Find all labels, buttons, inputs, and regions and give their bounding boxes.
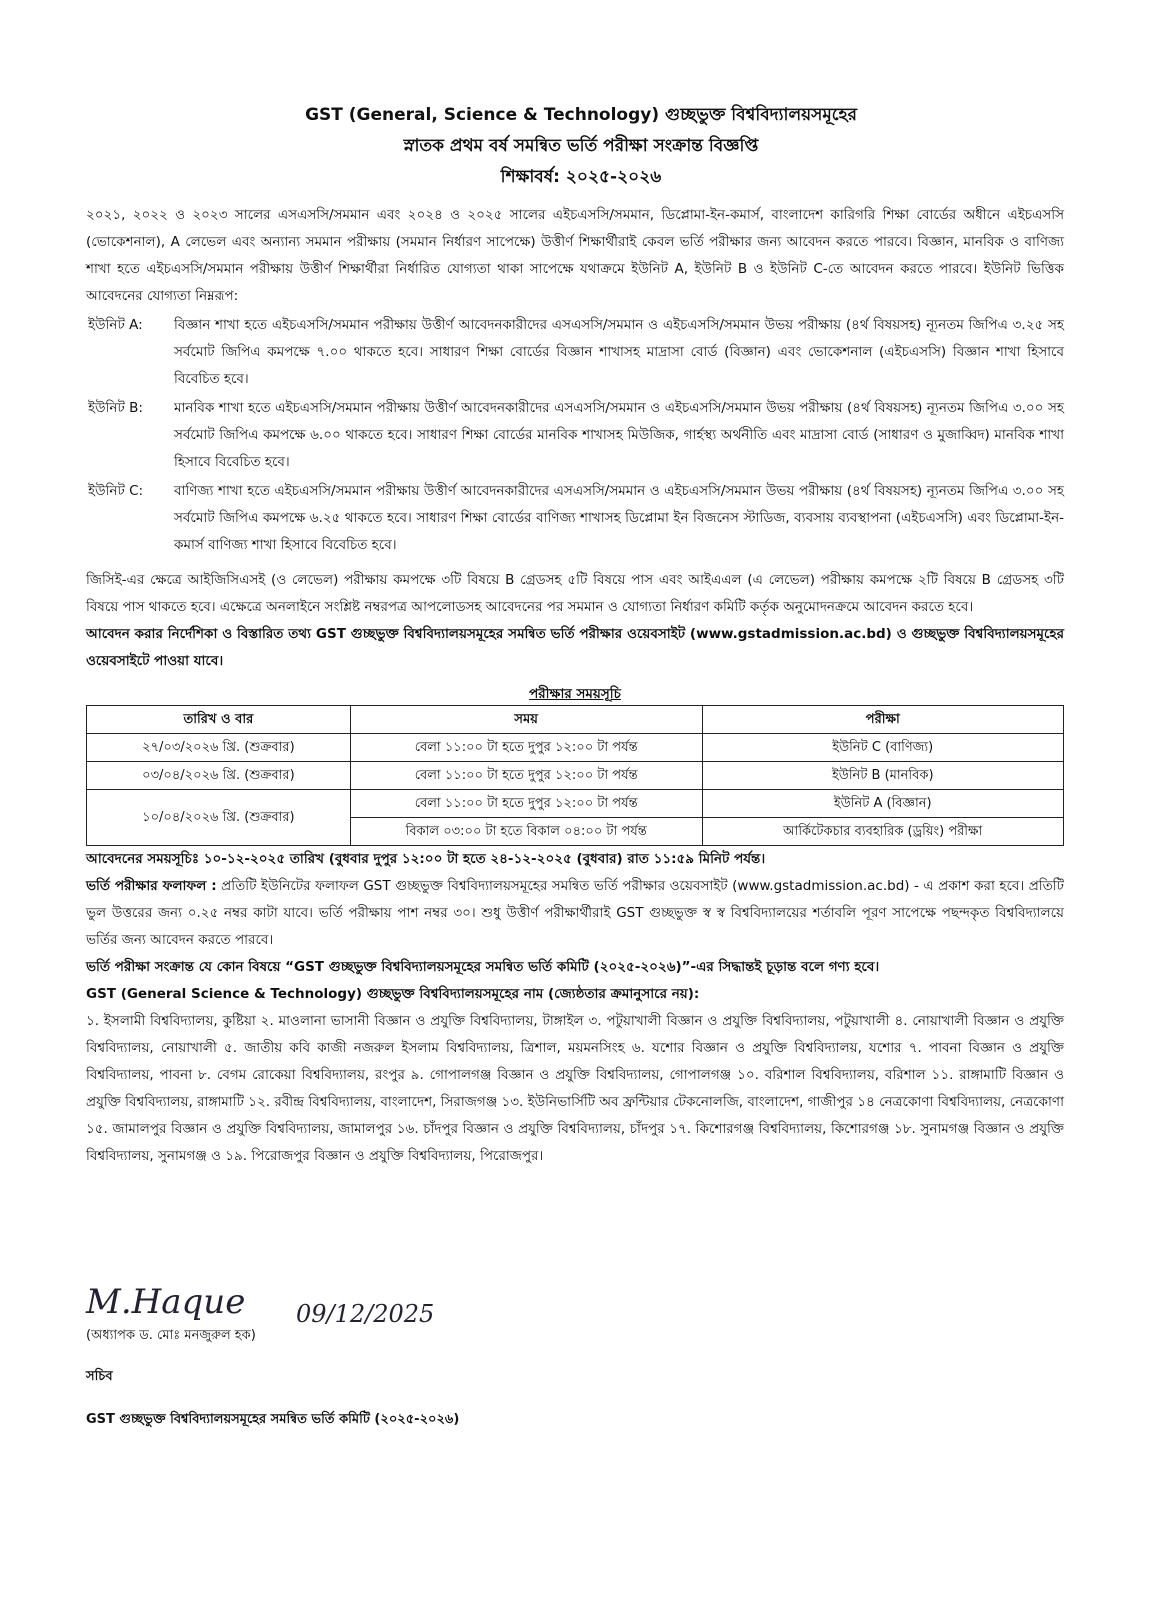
unit-label: ইউনিট C:: [88, 483, 144, 499]
date-cell: ১০/০৪/২০২৬ খ্রি. (শুক্রবার): [87, 790, 351, 846]
exam-schedule-table: [86, 705, 1064, 846]
unit-text: মানবিক শাখা হতে এইচএসসি/সমমান পরীক্ষায় উত্তীর্ণ আবেদনকারীদের এসএসসি/সমমান ও এইচএসসি/সমমান উভয় পরীক্ষায় (৪র্থ বিষয়সহ) ন্যূনতম জিপিএ ৩.০০ সহ সর্বমোট জিপিএ কমপক্ষে ৬.০০ থাকতে হবে। সাধারণ শিক্ষা বোর্ডের মানবিক শাখাসহ মিউজিক, গার্হস্থ্য অর্থনীতি এবং মাদ্রাসা বোর্ড (সাধারণ ও মুজাব্বিদ) মানবিক শাখা হিসাবে বিবেচিত হবে।: [174, 400, 1064, 470]
unit-a-eligibility: [86, 312, 1064, 393]
column-header: সময়: [350, 706, 702, 734]
unit-c-eligibility: [86, 478, 1064, 559]
title-line-1: GST (General, Science & Technology) গুচ্ছভুক্ত বিশ্ববিদ্যালয়সমূহের: [305, 105, 857, 125]
guide-paragraph: আবেদন করার নির্দেশিকা ও বিস্তারিত তথ্য GST গুচ্ছভুক্ত বিশ্ববিদ্যালয়সমূহের সমন্বিত ভর্তি পরীক্ষার ওয়েবসাইট (www.gstadmission.ac.bd) ও গুচ্ছভুক্ত বিশ্ববিদ্যালয়সমূহের ওয়েবসাইটে পাওয়া যাবে।: [86, 626, 1064, 669]
title-line-2: স্নাতক প্রথম বর্ষ সমন্বিত ভর্তি পরীক্ষা সংক্রান্ত বিজ্ঞপ্তি: [403, 136, 759, 156]
result-text: প্রতিটি ইউনিটের ফলাফল GST গুচ্ছভুক্ত বিশ্ববিদ্যালয়সমূহের সমন্বিত ভর্তি পরীক্ষার ওয়েবসাইট (www.gstadmission.ac.bd) - এ প্রকাশ করা হবে। প্রতিটি ভুল উত্তরের জন্য ০.২৫ নম্বর কাটা যাবে। ভর্তি পরীক্ষায় পাশ নম্বর ৩০। শুধু উত্তীর্ণ পরীক্ষার্থীরাই GST গুচ্ছভুক্ত স্ব স্ব বিশ্ববিদ্যালয়ের শর্তাবলি পূরণ সাপেক্ষে পছন্দকৃত বিশ্ববিদ্যালয়ে ভর্তির জন্য আবেদন করতে পারবে।: [86, 878, 1064, 948]
exam-cell: ইউনিট C (বাণিজ্য): [702, 734, 1064, 762]
time-cell: বিকাল ০৩:০০ টা হতে বিকাল ০৪:০০ টা পর্যন্ত: [350, 818, 702, 846]
signature-date: 09/12/2025: [296, 1300, 435, 1328]
date-cell: ০৩/০৪/২০২৬ খ্রি. (শুক্রবার): [87, 762, 351, 790]
time-cell: বেলা ১১:০০ টা হতে দুপুর ১২:০০ টা পর্যন্ত: [350, 762, 702, 790]
university-list-heading: GST (General Science & Technology) গুচ্ছভুক্ত বিশ্ববিদ্যালয়সমূহের নাম (জ্যেষ্ঠতার ক্রমানুসারে নয়):: [86, 986, 700, 1002]
unit-b-eligibility: [86, 395, 1064, 476]
notice-body: [86, 202, 1064, 1170]
decision-paragraph: ভর্তি পরীক্ষা সংক্রান্ত যে কোন বিষয়ে “GST গুচ্ছভুক্ত বিশ্ববিদ্যালয়সমূহের সমন্বিত ভর্তি কমিটি (২০২৫-২০২৬)”-এর সিদ্ধান্তই চূড়ান্ত বলে গণ্য হবে।: [86, 959, 880, 975]
signatory-organization: GST গুচ্ছভুক্ত বিশ্ববিদ্যালয়সমূহের সমন্বিত ভর্তি কমিটি (২০২৫-২০২৬): [86, 1412, 460, 1427]
unit-label: ইউনিট A:: [88, 317, 143, 333]
signatory-role: সচিব: [86, 1369, 113, 1384]
application-period: আবেদনের সময়সূচিঃ ১০-১২-২০২৫ তারিখ (বুধবার দুপুর ১২:০০ টা হতে ২৪-১২-২০২৫ (বুধবার) রাত ১১:৫৯ মিনিট পর্যন্ত।: [86, 851, 766, 867]
handwritten-signature: M.Haque: [86, 1282, 246, 1322]
table-row: [87, 762, 1064, 790]
table-row: [87, 790, 1064, 818]
date-cell: ২৭/০৩/২০২৬ খ্রি. (শুক্রবার): [87, 734, 351, 762]
gce-paragraph: জিসিই-এর ক্ষেত্রে আইজিসিএসই (ও লেভেল) পরীক্ষায় কমপক্ষে ৩টি বিষয়ে B গ্রেডসহ ৫টি বিষয়ে পাস এবং আইএএল (এ লেভেল) পরীক্ষায় কমপক্ষে ২টি বিষয়ে B গ্রেডসহ ৩টি বিষয়ে পাস থাকতে হবে। এক্ষেত্রে অনলাইনে সংশ্লিষ্ট নম্বরপত্র আপলোডসহ আবেদনের পর সমমান ও যোগ্যতা নির্ধারণ কমিটি কর্তৃক অনুমোদনক্রমে আবেদন করতে হবে।: [86, 572, 1064, 615]
exam-cell: ইউনিট B (মানবিক): [702, 762, 1064, 790]
table-row: [87, 734, 1064, 762]
academic-year: শিক্ষাবর্ষ: ২০২৫-২০২৬: [500, 167, 662, 187]
exam-cell: আর্কিটেকচার ব্যবহারিক (ড্রয়িং) পরীক্ষা: [702, 818, 1064, 846]
unit-text: বিজ্ঞান শাখা হতে এইচএসসি/সমমান পরীক্ষায় উত্তীর্ণ আবেদনকারীদের এসএসসি/সমমান ও এইচএসসি/সমমান উভয় পরীক্ষায় (৪র্থ বিষয়সহ) ন্যূনতম জিপিএ ৩.২৫ সহ সর্বমোট জিপিএ কমপক্ষে ৭.০০ থাকতে হবে। সাধারণ শিক্ষা বোর্ডের বিজ্ঞান শাখাসহ মাদ্রাসা বোর্ড (বিজ্ঞান) এবং ভোকেশনাল (এইচএসসি) বিজ্ঞান শাখা হিসাবে বিবেচিত হবে।: [174, 317, 1064, 387]
table-header-row: [87, 706, 1064, 734]
university-list: ১. ইসলামী বিশ্ববিদ্যালয়, কুষ্টিয়া ২. মাওলানা ভাসানী বিজ্ঞান ও প্রযুক্তি বিশ্ববিদ্যালয়, টাঙ্গাইল ৩. পটুয়াখালী বিজ্ঞান ও প্রযুক্তি বিশ্ববিদ্যালয়, পটুয়াখালী ৪. নোয়াখালী বিজ্ঞান ও প্রযুক্তি বিশ্ববিদ্যালয়, নোয়াখালী ৫. জাতীয় কবি কাজী নজরুল ইসলাম বিশ্ববিদ্যালয়, ত্রিশাল, ময়মনসিংহ ৬. যশোর বিজ্ঞান ও প্রযুক্তি বিশ্ববিদ্যালয়, যশোর ৭. পাবনা বিজ্ঞান ও প্রযুক্তি বিশ্ববিদ্যালয়, পাবনা ৮. বেগম রোকেয়া বিশ্ববিদ্যালয়, রংপুর ৯. গোপালগঞ্জ বিজ্ঞান ও প্রযুক্তি বিশ্ববিদ্যালয়, গোপালগঞ্জ ১০. বরিশাল বিশ্ববিদ্যালয়, বরিশাল ১১. রাঙ্গামাটি বিজ্ঞান ও প্রযুক্তি বিশ্ববিদ্যালয়, রাঙ্গামাটি ১২. রবীন্দ্র বিশ্ববিদ্যালয়, বাংলাদেশ, সিরাজগঞ্জ ১৩. ইউনিভার্সিটি অব ফ্রন্টিয়ার টেকনোলজি, বাংলাদেশ, গাজীপুর ১৪ নেত্রকোণা বিশ্ববিদ্যালয়, নেত্রকোণা ১৫. জামালপুর বিজ্ঞান ও প্রযুক্তি বিশ্ববিদ্যালয়, জামালপুর ১৬. চাঁদপুর বিজ্ঞান ও প্রযুক্তি বিশ্ববিদ্যালয়, চাঁদপুর ১৭. কিশোরগঞ্জ বিশ্ববিদ্যালয়, কিশোরগঞ্জ ১৮. সুনামগঞ্জ বিজ্ঞান ও প্রযুক্তি বিশ্ববিদ্যালয়, সুনামগঞ্জ ও ১৯. পিরোজপুর বিজ্ঞান ও প্রযুক্তি বিশ্ববিদ্যালয়, পিরোজপুর।: [86, 1013, 1064, 1164]
time-cell: বেলা ১১:০০ টা হতে দুপুর ১২:০০ টা পর্যন্ত: [350, 734, 702, 762]
unit-label: ইউনিট B:: [88, 400, 143, 416]
schedule-caption: পরীক্ষার সময়সূচি: [529, 686, 621, 702]
notice-header: [0, 100, 1162, 193]
result-paragraph: [86, 873, 1064, 954]
signature-block: [86, 1282, 686, 1431]
exam-cell: ইউনিট A (বিজ্ঞান): [702, 790, 1064, 818]
column-header: তারিখ ও বার: [87, 706, 351, 734]
result-label: ভর্তি পরীক্ষার ফলাফল :: [86, 878, 217, 894]
time-cell: বেলা ১১:০০ টা হতে দুপুর ১২:০০ টা পর্যন্ত: [350, 790, 702, 818]
column-header: পরীক্ষা: [702, 706, 1064, 734]
intro-paragraph: ২০২১, ২০২২ ও ২০২৩ সালের এসএসসি/সমমান এবং ২০২৪ ও ২০২৫ সালের এইচএসসি/সমমান, ডিপ্লোমা-ইন-কমার্স, বাংলাদেশ কারিগরি শিক্ষা বোর্ডের অধীনে এইচএসসি (ভোকেশনাল), A লেভেল এবং অন্যান্য সমমান পরীক্ষায় (সমমান নির্ধারণ সাপেক্ষে) উত্তীর্ণ শিক্ষার্থীরাই কেবল ভর্তি পরীক্ষার জন্য আবেদন করতে পারবে। বিজ্ঞান, মানবিক ও বাণিজ্য শাখা হতে এইচএসসি/সমমান পরীক্ষায় উত্তীর্ণ শিক্ষার্থীরা নির্ধারিত যোগ্যতা থাকা সাপেক্ষে যথাক্রমে ইউনিট A, ইউনিট B ও ইউনিট C-তে আবেদন করতে পারবে। ইউনিট ভিত্তিক আবেদনের যোগ্যতা নিম্নরূপ:: [86, 207, 1064, 304]
unit-text: বাণিজ্য শাখা হতে এইচএসসি/সমমান পরীক্ষায় উত্তীর্ণ আবেদনকারীদের এসএসসি/সমমান ও এইচএসসি/সমমান উভয় পরীক্ষায় (৪র্থ বিষয়সহ) ন্যূনতম জিপিএ ৩.০০ সহ সর্বমোট জিপিএ কমপক্ষে ৬.২৫ থাকতে হবে। সাধারণ শিক্ষা বোর্ডের বাণিজ্য শাখাসহ ডিপ্লোমা ইন বিজনেস স্টাডিজ, ব্যবসায় ব্যবস্থাপনা (এইচএসসি) এবং ডিপ্লোমা-ইন-কমার্স বাণিজ্য শাখা হিসাবে বিবেচিত হবে।: [174, 483, 1064, 553]
signatory-name: (অধ্যাপক ড. মোঃ মনজুরুল হক): [86, 1328, 256, 1343]
